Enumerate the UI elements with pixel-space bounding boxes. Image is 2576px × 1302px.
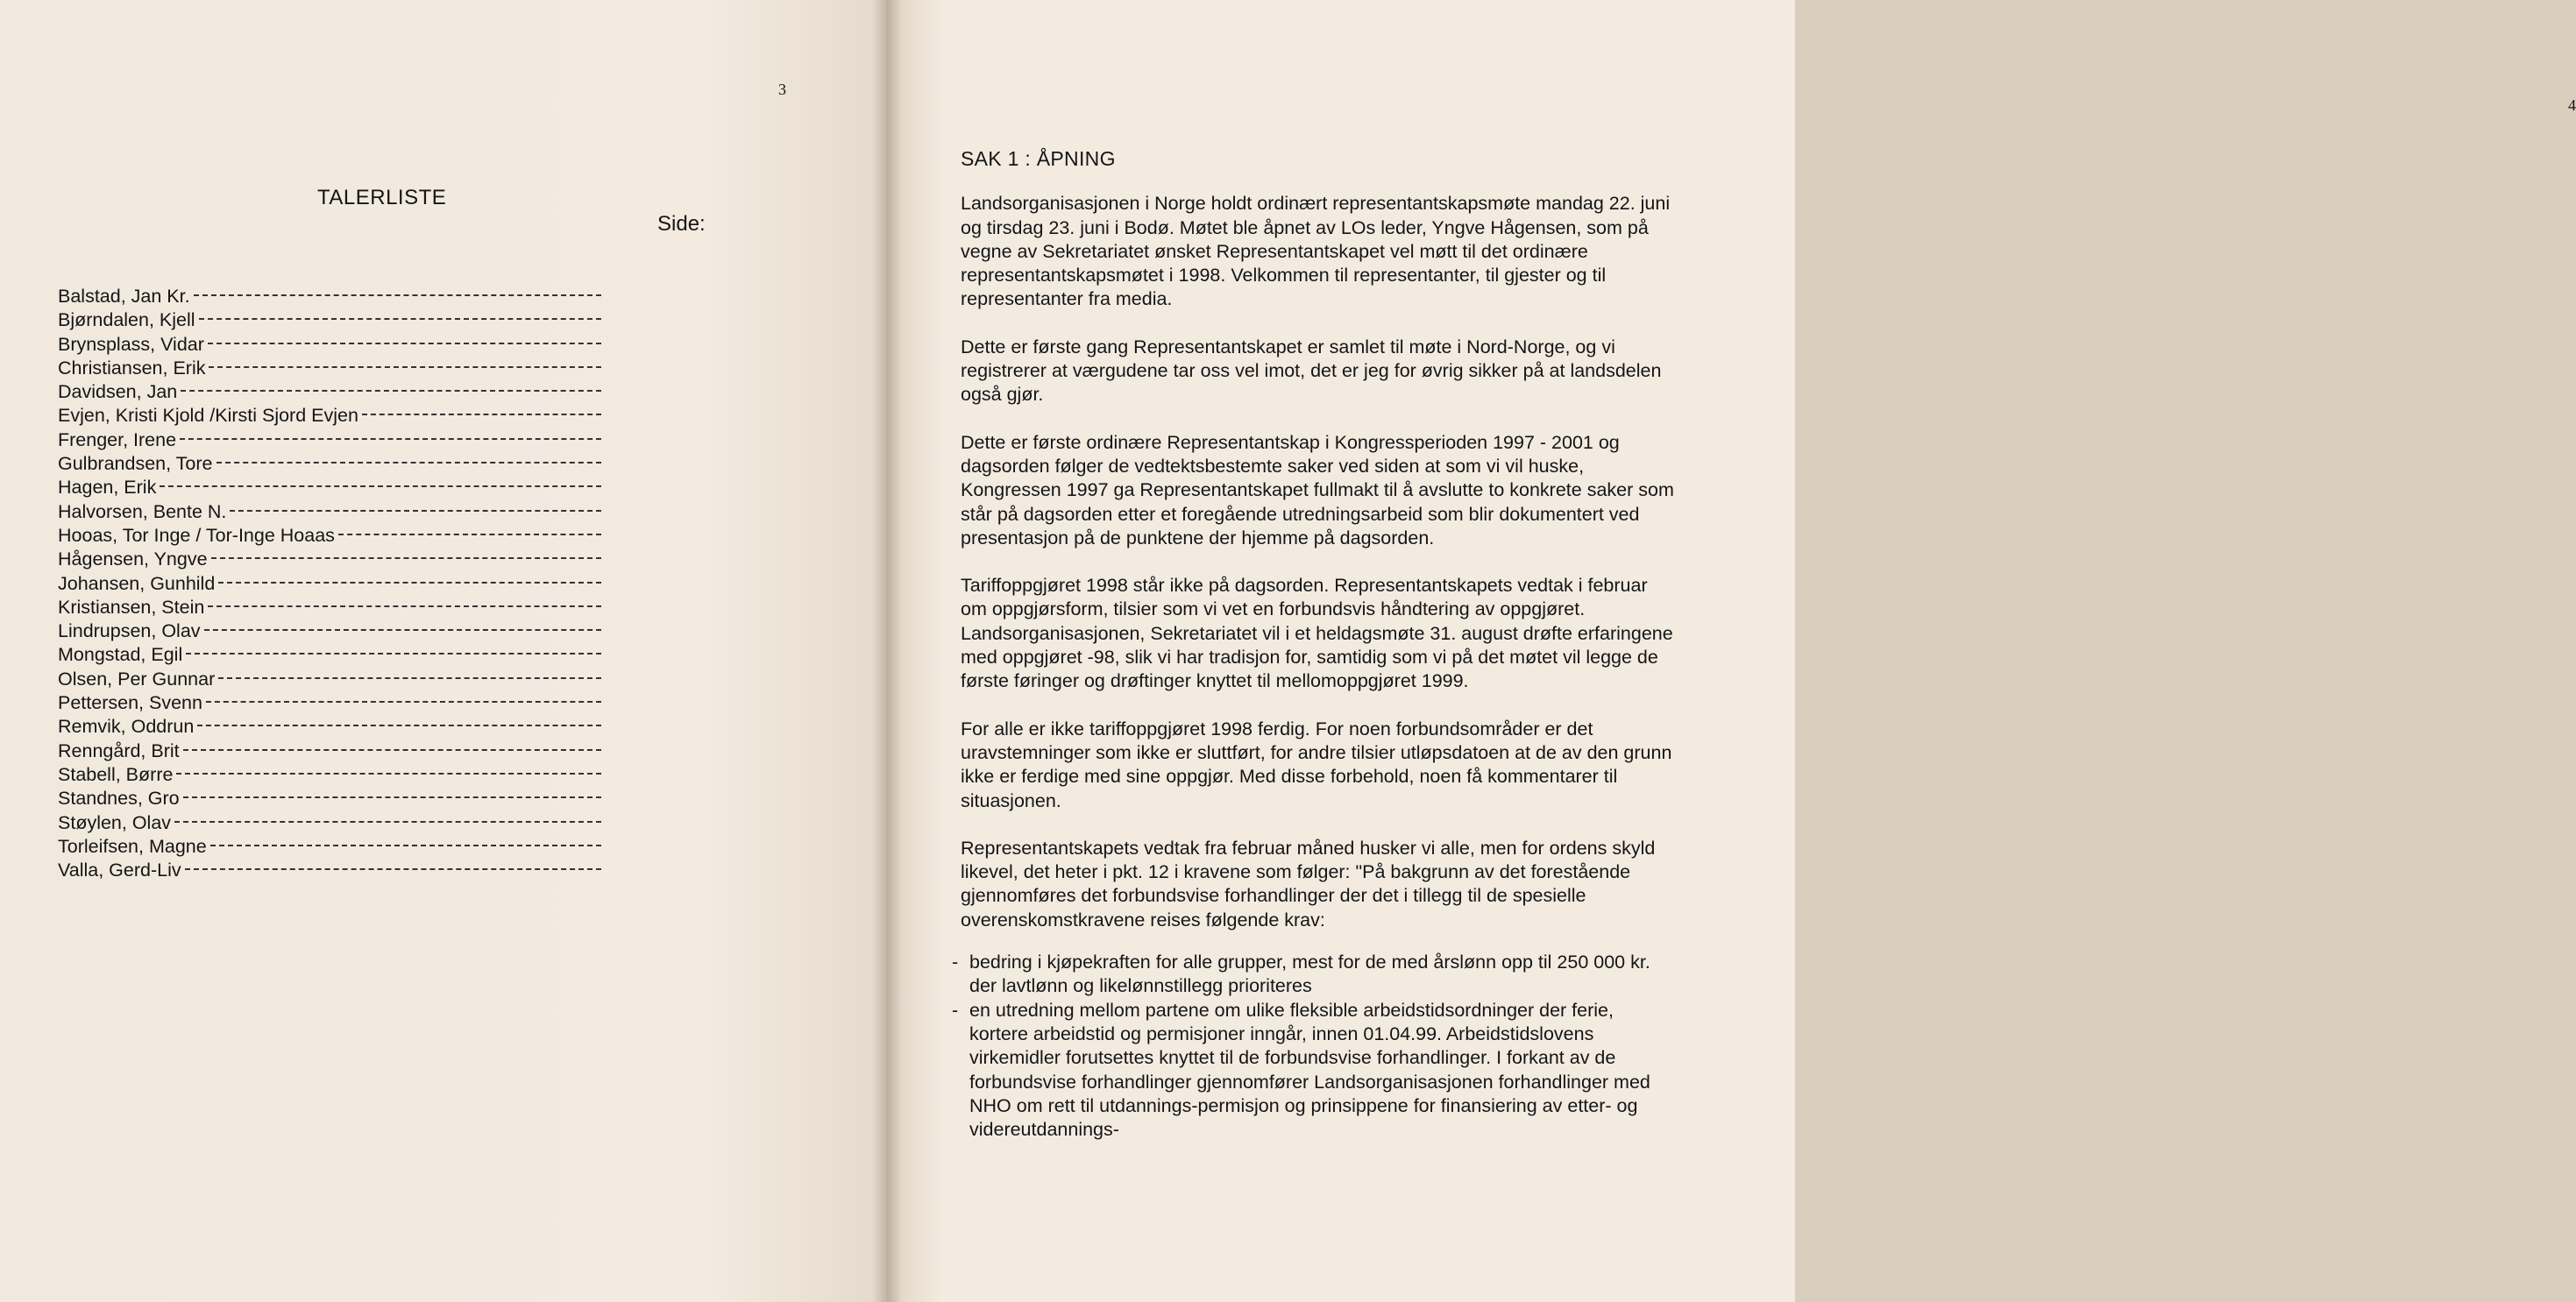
paragraph: Dette er første gang Representantskapet er samlet til møte i Nord-Norge, og vi registrerer at værgudene tar oss vel imot, det er jeg for øvrig sikker på at landsdelen også gjør. <box>961 336 1662 406</box>
dash-leader <box>199 318 601 320</box>
speaker-list <box>58 285 601 882</box>
dash-leader <box>209 366 601 368</box>
speaker-name: Johansen, Gunhild <box>58 572 216 594</box>
dash-leader <box>176 773 601 775</box>
speaker-row <box>58 739 601 763</box>
dash-leader <box>211 557 601 559</box>
left-page <box>0 0 887 1302</box>
speaker-name: Kristiansen, Stein <box>58 596 205 618</box>
dash-leader <box>204 629 601 631</box>
speaker-name: Lindrupsen, Olav <box>58 620 201 642</box>
speaker-row <box>58 596 601 619</box>
paragraph: For alle er ikke tariffoppgjøret 1998 ferdig. For noen forbundsområder er det uravstemninger som ikke er sluttført, for andre tilsier utløpsdatoen at de av den grunn ikke er ferdige med sine oppgjør. Med disse forbehold, noen få kommentarer til situasjonen. <box>961 718 1672 811</box>
paragraph: Dette er første ordinære Representantskap i Kongressperioden 1997 - 2001 og dagsorden følger de vedtektsbestemte saker ved siden at som vi vil huske, Kongressen 1997 ga Representantskapet fullmakt til å avslutte to konkrete saker som står på dagsorden etter et foregående utredningsarbeid som blir dokumentert ved presentasjon på de punktene der hjemme på dagsorden. <box>961 431 1674 548</box>
speaker-row <box>58 668 601 691</box>
speaker-row <box>58 404 601 428</box>
dash-leader <box>194 294 601 296</box>
speaker-name: Bjørndalen, Kjell <box>58 309 195 331</box>
speaker-row <box>58 787 601 810</box>
dash-leader <box>338 534 601 535</box>
dash-leader <box>180 438 601 440</box>
speaker-row <box>58 859 601 882</box>
speaker-name: Stabell, Børre <box>58 763 174 785</box>
speaker-row <box>58 452 601 476</box>
speaker-name: Gulbrandsen, Tore <box>58 453 213 475</box>
requirement-item: - bedring i kjøpekraften for alle grupper, mest for de med årslønn opp til 250 000 kr. der lavtlønn og likelønnstillegg prioriteres <box>952 951 1675 999</box>
dash-leader <box>210 845 601 846</box>
dash-leader <box>208 605 601 607</box>
speaker-name: Hågensen, Yngve <box>58 548 208 570</box>
dash-leader <box>208 343 601 344</box>
speaker-name: Pettersen, Svenn <box>58 692 202 714</box>
dash-leader <box>218 677 601 679</box>
section-title: SAK 1 : ÅPNING <box>961 147 1116 170</box>
speaker-name: Evjen, Kristi Kjold /Kirsti Sjord Evjen <box>58 405 358 427</box>
speaker-row <box>58 763 601 787</box>
page-number-left: 3 <box>778 81 786 98</box>
dash-leader <box>206 701 601 703</box>
page-title: TALERLISTE <box>317 186 447 209</box>
dash-leader <box>183 796 601 798</box>
book-gutter <box>872 0 902 1302</box>
dash-leader <box>183 749 601 751</box>
speaker-row <box>58 428 601 452</box>
speaker-row <box>58 715 601 739</box>
speaker-row <box>58 524 601 548</box>
dash-leader <box>181 390 601 392</box>
paragraph: Representantskapets vedtak fra februar måned husker vi alle, men for ordens skyld likevel, det heter i pkt. 12 i kravene som følger: "På bakgrunn av det forestående gjennomføres det forbundsvise forhandlinger der det i tillegg til de spesielle overenskomstkravene reises følgende krav: <box>961 837 1656 931</box>
requirement-item: - en utredning mellom partene om ulike fleksible arbeidstidsordninger der ferie, kortere arbeidstid og permisjoner inngår, innen 01.04.99. Arbeidstidslovens virkemidler forutsettes knyttet til de forbundsvise forhandlinger. I forkant av de forbundsvise forhandlinger gjennomfører Landsorganisasjonen forhandlinger med NHO om rett til utdannings-permisjon og prinsippene for finansiering av etter- og videreutdannings- <box>952 999 1675 1143</box>
speaker-name: Renngård, Brit <box>58 739 180 761</box>
speaker-name: Christiansen, Erik <box>58 357 206 379</box>
requirements-list <box>952 951 1675 1142</box>
speaker-row <box>58 285 601 308</box>
speaker-name: Olsen, Per Gunnar <box>58 668 216 690</box>
speaker-name: Hagen, Erik <box>58 477 157 499</box>
paragraph: Landsorganisasjonen i Norge holdt ordinært representantskapsmøte mandag 22. juni og tirsdag 23. juni i Bodø. Møtet ble åpnet av LOs leder, Yngve Hågensen, som på vegne av Sekretariatet ønsket Representantskapet vel møtt til det ordinære representantskapsmøtet i 1998. Velkommen til representanter, til gjester og til representanter fra media. <box>961 193 1671 310</box>
dash-leader <box>362 414 601 415</box>
speaker-name: Frenger, Irene <box>58 428 177 450</box>
speaker-name: Standnes, Gro <box>58 788 180 810</box>
dash-leader <box>160 485 601 487</box>
dash-leader <box>216 462 602 463</box>
dash-leader <box>197 725 601 726</box>
speaker-row <box>58 333 601 357</box>
speaker-name: Halvorsen, Bente N. <box>58 500 227 522</box>
dash-leader <box>185 868 601 870</box>
right-page-body <box>961 147 1675 1142</box>
speaker-row <box>58 548 601 571</box>
speaker-name: Støylen, Olav <box>58 811 172 833</box>
speaker-row <box>58 308 601 332</box>
speaker-row <box>58 572 601 596</box>
speaker-name: Torleifsen, Magne <box>58 835 207 857</box>
speaker-row <box>58 643 601 667</box>
speaker-name: Remvik, Oddrun <box>58 716 195 738</box>
speaker-row <box>58 357 601 380</box>
paragraph: Tariffoppgjøret 1998 står ikke på dagsorden. Representantskapets vedtak i februar om oppgjørsform, tilsier som vi vet en forbundsvis håndtering av oppgjøret. Landsorganisasjonen, Sekretariatet vil i et heldagsmøte 31. august drøfte erfaringene med oppgjøret -98, slik vi har tradisjon for, samtidig som vi på det møtet vil legge de første føringer og drøftinger knyttet til mellomoppgjøret 1999. <box>961 575 1673 692</box>
dash-leader <box>218 582 601 584</box>
speaker-row <box>58 691 601 715</box>
page-number-right: 4 <box>2568 96 2576 114</box>
side-column-label: Side: <box>657 212 706 236</box>
speaker-row <box>58 380 601 404</box>
speaker-name: Valla, Gerd-Liv <box>58 860 181 881</box>
speaker-name: Hooas, Tor Inge / Tor-Inge Hoaas <box>58 524 335 546</box>
speaker-name: Brynsplass, Vidar <box>58 333 204 355</box>
dash-leader <box>230 510 601 512</box>
speaker-row <box>58 476 601 499</box>
speaker-row <box>58 619 601 643</box>
speaker-name: Mongstad, Egil <box>58 644 183 666</box>
dash-leader <box>186 653 601 655</box>
dash-leader <box>174 821 601 823</box>
speaker-name: Balstad, Jan Kr. <box>58 286 190 307</box>
speaker-name: Davidsen, Jan <box>58 381 178 403</box>
speaker-row <box>58 500 601 524</box>
speaker-row <box>58 835 601 859</box>
speaker-row <box>58 811 601 835</box>
